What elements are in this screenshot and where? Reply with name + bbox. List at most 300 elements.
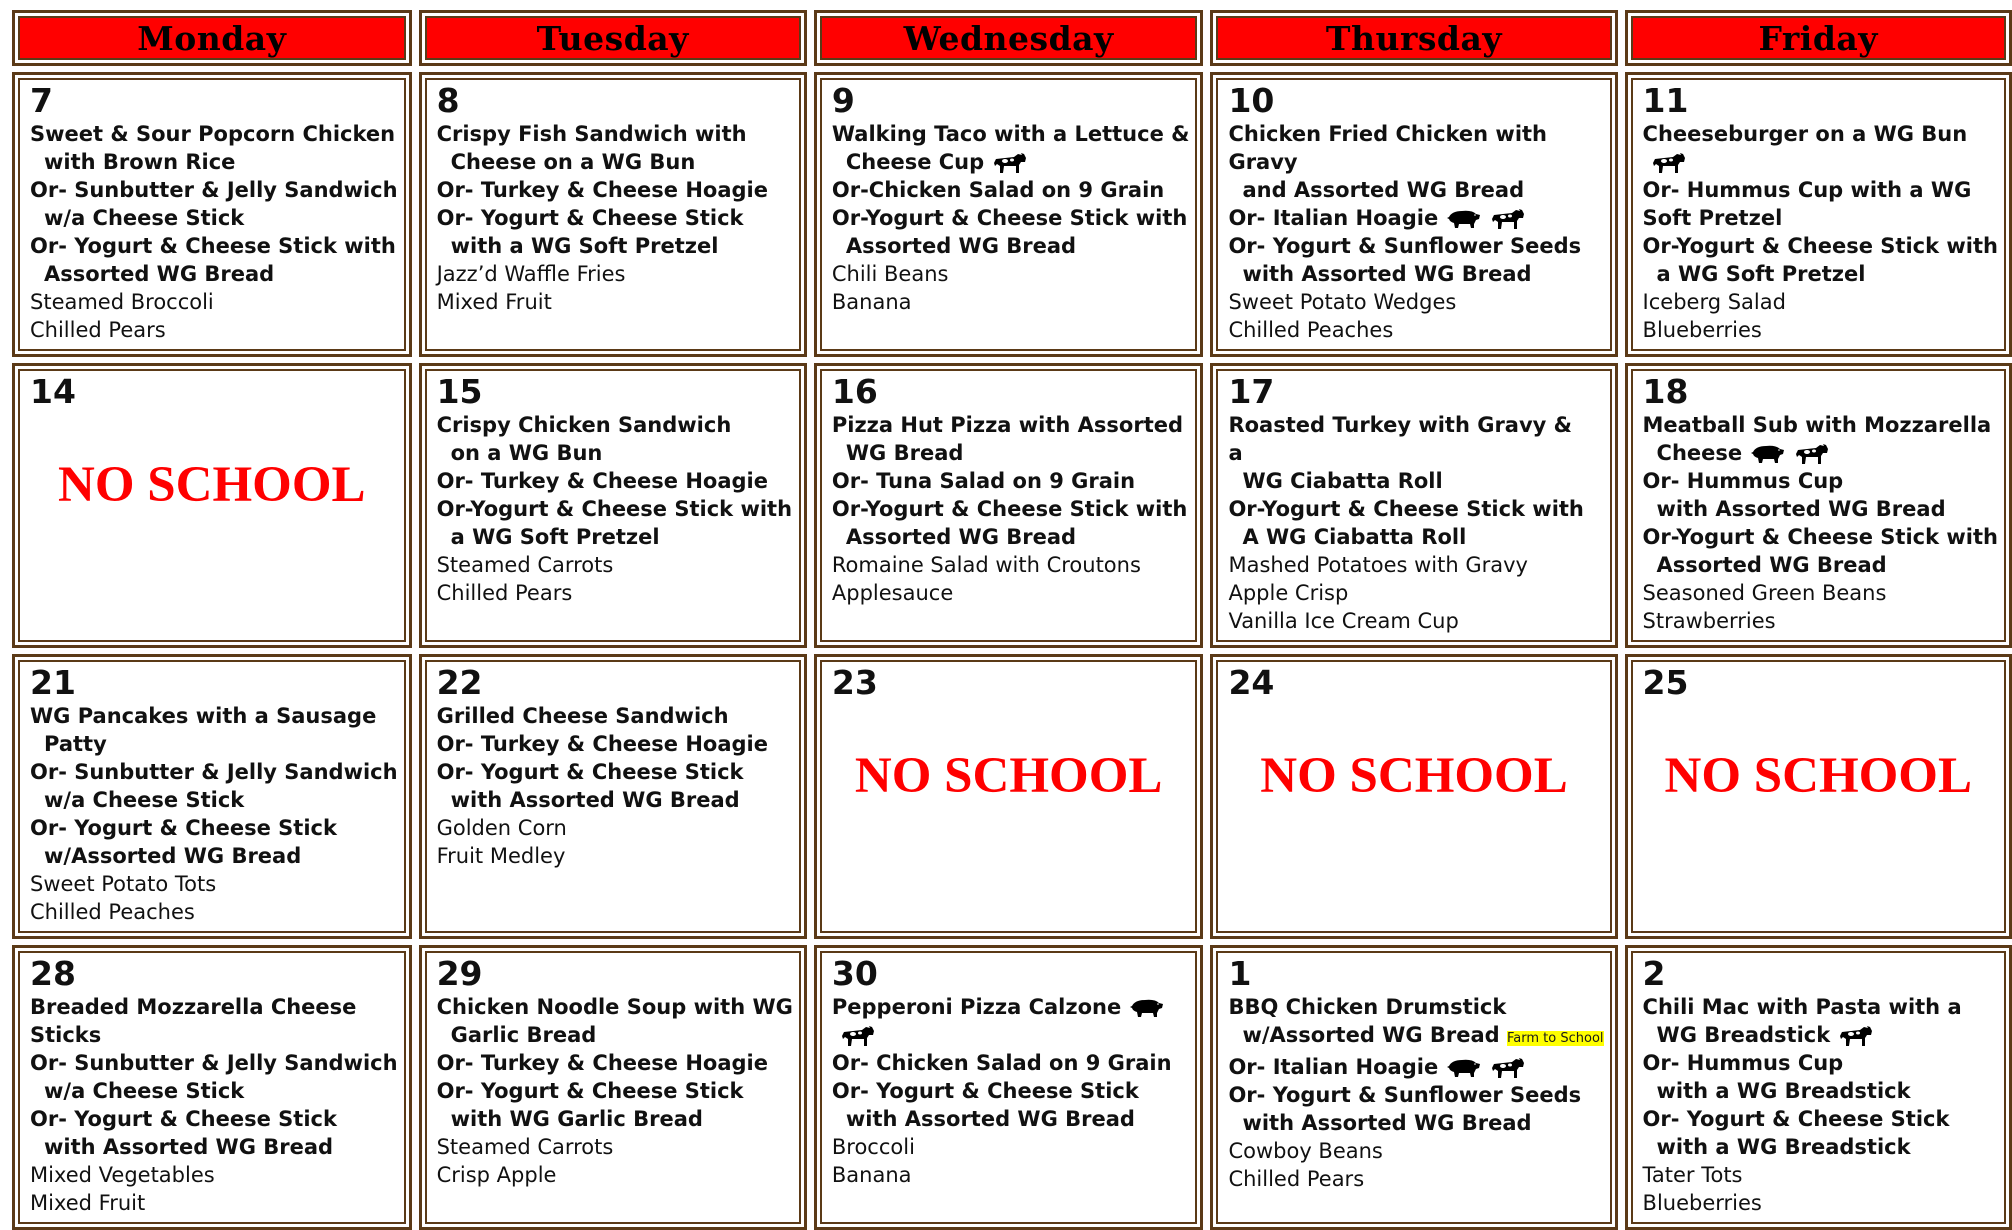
date-number: 23: [831, 663, 878, 702]
menu-item-text: Or- Yogurt & Cheese Stick with: [30, 234, 396, 258]
day-name: Monday: [137, 18, 287, 58]
cow-icon: [840, 1024, 876, 1048]
menu-item-text: Chicken Noodle Soup with WG: [436, 995, 793, 1019]
menu-item-text: Strawberries: [1642, 609, 1776, 633]
cow-icon: [1490, 1056, 1526, 1080]
menu-item: [832, 176, 1190, 204]
menu-item-text: Or- Italian Hoagie: [1228, 206, 1439, 230]
menu-item-text: Apple Crisp: [1228, 581, 1349, 605]
menu-item: [1643, 1105, 1998, 1133]
menu-item: [437, 993, 793, 1021]
menu-item-text: Chili Mac with Pasta with a: [1642, 995, 1962, 1019]
menu-item: [1643, 495, 1998, 523]
menu-item: [1228, 467, 1603, 495]
menu-item-text: Chili Beans: [831, 262, 949, 286]
day-header: [419, 10, 807, 66]
menu-item: [30, 1077, 398, 1105]
menu-item-text: BBQ Chicken Drumstick: [1228, 995, 1507, 1019]
menu-item-text: Tater Tots: [1642, 1163, 1743, 1187]
date-number: 1: [1228, 954, 1252, 993]
menu-item-text: Or- Turkey & Cheese Hoagie: [436, 732, 768, 756]
menu-item-text: WG Bread: [845, 441, 964, 465]
menu-item: [1643, 260, 1998, 288]
menu-item-text: with Assorted WG Bread: [1656, 497, 1946, 521]
menu-item-text: w/a Cheese Stick: [44, 1079, 245, 1103]
menu-item-text: Gravy: [1228, 150, 1298, 174]
menu-item-text: WG Pancakes with a Sausage: [30, 704, 377, 728]
day-cell: [814, 72, 1204, 357]
day-cell: [814, 945, 1204, 1230]
menu-item: [1228, 1137, 1603, 1165]
cow-icon: [1490, 207, 1526, 231]
menu-item-text: Crispy Chicken Sandwich: [436, 413, 732, 437]
menu-item: [437, 232, 793, 260]
pig-icon: [1446, 1057, 1482, 1079]
menu-item: [437, 1105, 793, 1133]
menu-item-text: Sweet & Sour Popcorn Chicken: [30, 122, 396, 146]
menu-item: [30, 870, 398, 898]
menu-item: [437, 288, 793, 316]
no-school-label: NO SCHOOL: [58, 457, 366, 513]
no-school-label: NO SCHOOL: [854, 748, 1163, 804]
menu-item: [437, 814, 793, 842]
menu-item-text: Or- Yogurt & Cheese Stick: [831, 1079, 1139, 1103]
no-school-label: NO SCHOOL: [1260, 748, 1568, 804]
menu-item: [832, 1105, 1190, 1133]
menu-item: [1228, 495, 1603, 523]
menu-item: [437, 260, 793, 288]
menu-item: [1643, 607, 1998, 635]
menu-item: [1643, 1189, 1998, 1217]
menu-item-text: Sweet Potato Tots: [30, 872, 217, 896]
menu-item-text: Or- Sunbutter & Jelly Sandwich: [30, 1051, 398, 1075]
menu-item: [832, 439, 1190, 467]
menu-item-text: Or- Hummus Cup: [1642, 469, 1844, 493]
menu-item-text: Or-Yogurt & Cheese Stick with: [831, 497, 1188, 521]
menu-item: [437, 495, 793, 523]
menu-item-text: Or- Hummus Cup with a WG: [1642, 178, 1972, 202]
cow-icon: [1794, 442, 1830, 466]
menu-item-text: a: [1228, 441, 1243, 465]
menu-item-text: Mixed Fruit: [436, 290, 552, 314]
menu-item: [1643, 1021, 1998, 1049]
menu-item-text: WG Breadstick: [1656, 1023, 1831, 1047]
menu-item-text: Blueberries: [1642, 1191, 1762, 1215]
day-cell: [1625, 654, 2012, 939]
menu-item: [1228, 260, 1603, 288]
menu-item: [437, 579, 793, 607]
day-cell: [814, 654, 1204, 939]
menu-item-text: Chilled Peaches: [1228, 318, 1394, 342]
day-cell-inner: [1631, 369, 2006, 642]
menu-item-text: w/a Cheese Stick: [44, 206, 245, 230]
menu-item: [1228, 551, 1603, 579]
day-cell: [1625, 945, 2012, 1230]
menu-item: [1228, 411, 1603, 439]
menu-item-text: Or- Yogurt & Cheese Stick: [1642, 1107, 1950, 1131]
menu-item-text: Sweet Potato Wedges: [1228, 290, 1457, 314]
menu-item-text: Or- Yogurt & Cheese Stick: [30, 816, 337, 840]
day-header: [1625, 10, 2012, 66]
menu-item: [437, 467, 793, 495]
menu-item-text: Cowboy Beans: [1228, 1139, 1383, 1163]
menu-item: [1643, 288, 1998, 316]
menu-item-text: Chilled Pears: [30, 318, 166, 342]
menu-item-text: Or- Yogurt & Cheese Stick: [30, 1107, 337, 1131]
day-cell: [1210, 654, 1617, 939]
menu-item: [1228, 579, 1603, 607]
menu-item-text: Or-Yogurt & Cheese Stick with: [1228, 497, 1584, 521]
menu-item: [437, 842, 793, 870]
menu-item: [30, 814, 398, 842]
menu-item: [832, 120, 1190, 148]
menu-item-text: w/a Cheese Stick: [44, 788, 245, 812]
menu-item: [437, 120, 793, 148]
menu-item: [832, 993, 1190, 1021]
date-number: 29: [436, 954, 483, 993]
menu-item: [1228, 993, 1603, 1021]
date-number: 24: [1228, 663, 1275, 702]
menu-item-text: Crisp Apple: [436, 1163, 557, 1187]
menu-item-text: Chilled Pears: [436, 581, 573, 605]
menu-item-text: Walking Taco with a Lettuce &: [831, 122, 1190, 146]
day-cell: [1210, 363, 1617, 648]
menu-item: [1228, 1053, 1603, 1081]
menu-item-text: Broccoli: [831, 1135, 915, 1159]
menu-item: [1643, 148, 1998, 176]
date-number: 22: [436, 663, 483, 702]
menu-item: [437, 786, 793, 814]
day-cell: [1625, 72, 2012, 357]
day-cell: [419, 945, 807, 1230]
day-header-inner: [425, 16, 801, 60]
menu-item-text: Assorted WG Bread: [845, 234, 1077, 258]
menu-item-text: Patty: [44, 732, 107, 756]
date-number: 10: [1228, 81, 1275, 120]
menu-item: [30, 1189, 398, 1217]
menu-item-text: with Assorted WG Bread: [450, 788, 740, 812]
date-number: 9: [831, 81, 855, 120]
menu-item: [30, 758, 398, 786]
menu-item-text: WG Ciabatta Roll: [1242, 469, 1443, 493]
menu-item: [437, 523, 793, 551]
menu-item-text: with Assorted WG Bread: [44, 1135, 334, 1159]
day-header: [12, 10, 412, 66]
date-number: 11: [1642, 81, 1689, 120]
date-number: 30: [831, 954, 878, 993]
farm-to-school-tag: Farm to School: [1507, 1031, 1604, 1046]
menu-item-text: Pizza Hut Pizza with Assorted: [831, 413, 1184, 437]
menu-item-text: Cheese: [1656, 441, 1743, 465]
day-name: Wednesday: [903, 18, 1114, 58]
menu-item-text: Or- Yogurt & Cheese Stick: [436, 206, 744, 230]
day-cell: [12, 945, 412, 1230]
menu-item: [832, 1161, 1190, 1189]
menu-item: [437, 1161, 793, 1189]
menu-item: [30, 176, 398, 204]
day-header-inner: [18, 16, 406, 60]
day-cell: [814, 363, 1204, 648]
day-cell-inner: [820, 951, 1198, 1224]
menu-item: [832, 579, 1190, 607]
date-number: 28: [30, 954, 76, 993]
menu-item: [437, 176, 793, 204]
pig-icon: [1446, 208, 1482, 230]
menu-item-text: Steamed Carrots: [436, 1135, 614, 1159]
menu-item-text: Or- Italian Hoagie: [1228, 1055, 1439, 1079]
menu-item: [1228, 523, 1603, 551]
menu-item: [832, 411, 1190, 439]
menu-item-text: Or- Chicken Salad on 9 Grain: [831, 1051, 1172, 1075]
date-number: 18: [1642, 372, 1689, 411]
menu-item-text: Pepperoni Pizza Calzone: [831, 995, 1122, 1019]
menu-item: [1643, 204, 1998, 232]
menu-item: [30, 842, 398, 870]
cow-icon: [1651, 151, 1687, 175]
pig-icon: [1750, 443, 1786, 465]
day-cell: [1625, 363, 2012, 648]
menu-item-text: with Assorted WG Bread: [1242, 1111, 1532, 1135]
day-cell-inner: [18, 78, 406, 351]
menu-item: [437, 1133, 793, 1161]
menu-item: [437, 411, 793, 439]
menu-item: [437, 148, 793, 176]
menu-item: [30, 1133, 398, 1161]
menu-item-text: with Assorted WG Bread: [1242, 262, 1532, 286]
date-number: 2: [1642, 954, 1666, 993]
menu-item-text: Roasted Turkey with Gravy &: [1228, 413, 1572, 437]
date-number: 8: [436, 81, 460, 120]
menu-item-text: Romaine Salad with Croutons: [831, 553, 1141, 577]
menu-item-text: Chilled Pears: [1228, 1167, 1365, 1191]
menu-item-text: with Assorted WG Bread: [845, 1107, 1135, 1131]
day-cell-inner: [18, 951, 406, 1224]
menu-item: [1228, 316, 1603, 344]
menu-item-text: A WG Ciabatta Roll: [1242, 525, 1467, 549]
menu-item: [437, 1077, 793, 1105]
menu-item-text: Or- Turkey & Cheese Hoagie: [436, 178, 768, 202]
menu-item: [832, 495, 1190, 523]
day-cell-inner: [18, 660, 406, 933]
menu-item-text: Or-Yogurt & Cheese Stick with: [831, 206, 1188, 230]
day-cell: [12, 72, 412, 357]
day-cell-inner: [1631, 660, 2006, 933]
menu-item: [1643, 1161, 1998, 1189]
menu-item: [1228, 120, 1603, 148]
menu-item-text: Or-Yogurt & Cheese Stick with: [1642, 234, 1998, 258]
menu-item-text: with Brown Rice: [44, 150, 236, 174]
day-cell-inner: [1631, 78, 2006, 351]
menu-item: [30, 260, 398, 288]
menu-item: [832, 260, 1190, 288]
menu-item-text: Chilled Peaches: [30, 900, 195, 924]
menu-item-text: Applesauce: [831, 581, 954, 605]
menu-item: [832, 1049, 1190, 1077]
menu-item: [30, 1049, 398, 1077]
date-number: 15: [436, 372, 483, 411]
date-number: 7: [30, 81, 53, 120]
menu-item: [1643, 411, 1998, 439]
menu-item: [30, 120, 398, 148]
menu-item: [1643, 579, 1998, 607]
menu-item-text: Banana: [831, 290, 912, 314]
menu-item: [1643, 467, 1998, 495]
cow-icon: [1838, 1024, 1874, 1048]
menu-item-text: Mixed Fruit: [30, 1191, 146, 1215]
day-cell-inner: [820, 78, 1198, 351]
menu-item-text: with a WG Breadstick: [1656, 1079, 1911, 1103]
day-cell-inner: [820, 660, 1198, 933]
menu-item: [30, 204, 398, 232]
menu-item-text: Or- Yogurt & Cheese Stick: [436, 760, 744, 784]
menu-item: [832, 523, 1190, 551]
menu-item-text: a WG Soft Pretzel: [1656, 262, 1866, 286]
menu-item: [30, 786, 398, 814]
menu-item: [832, 1077, 1190, 1105]
menu-item: [437, 204, 793, 232]
menu-item-text: Cheese Cup: [845, 150, 985, 174]
menu-item: [1228, 204, 1603, 232]
menu-item: [1228, 1021, 1603, 1053]
menu-item: [832, 148, 1190, 176]
menu-item: [30, 1105, 398, 1133]
menu-item: [832, 232, 1190, 260]
day-header-inner: [820, 16, 1198, 60]
day-header-inner: [1631, 16, 2006, 60]
menu-item-text: Or-Chicken Salad on 9 Grain: [831, 178, 1165, 202]
day-cell-inner: [820, 369, 1198, 642]
menu-item-text: w/Assorted WG Bread: [44, 844, 302, 868]
menu-item-text: Or- Sunbutter & Jelly Sandwich: [30, 178, 398, 202]
menu-item: [1643, 1049, 1998, 1077]
day-cell: [419, 654, 807, 939]
day-header: [1210, 10, 1617, 66]
menu-item: [1643, 1133, 1998, 1161]
menu-item: [1643, 120, 1998, 148]
menu-item: [832, 204, 1190, 232]
day-cell-inner: [1216, 78, 1611, 351]
menu-item: [30, 993, 398, 1021]
menu-item: [1643, 232, 1998, 260]
menu-item: [437, 702, 793, 730]
day-cell: [419, 72, 807, 357]
menu-item-text: Or-Yogurt & Cheese Stick with: [1642, 525, 1998, 549]
menu-item-text: with a WG Soft Pretzel: [450, 234, 719, 258]
day-header-inner: [1216, 16, 1611, 60]
menu-item: [1643, 523, 1998, 551]
menu-item-text: Soft Pretzel: [1642, 206, 1783, 230]
menu-item: [1228, 148, 1603, 176]
menu-item: [30, 1021, 398, 1049]
menu-item-text: Or- Hummus Cup: [1642, 1051, 1844, 1075]
menu-item-text: Jazz’d Waffle Fries: [436, 262, 626, 286]
menu-item-text: w/Assorted WG Bread: [1242, 1023, 1500, 1047]
menu-item: [1643, 439, 1998, 467]
date-number: 14: [30, 372, 76, 411]
menu-item-text: Garlic Bread: [450, 1023, 597, 1047]
day-name: Thursday: [1325, 18, 1503, 58]
day-cell: [1210, 945, 1617, 1230]
menu-item-text: Golden Corn: [436, 816, 567, 840]
menu-item: [1228, 607, 1603, 635]
menu-item: [1643, 1077, 1998, 1105]
menu-item-text: Grilled Cheese Sandwich: [436, 704, 729, 728]
menu-item-text: Or- Yogurt & Cheese Stick: [436, 1079, 744, 1103]
menu-item-text: Steamed Broccoli: [30, 290, 214, 314]
menu-item-text: Sticks: [30, 1023, 102, 1047]
menu-item-text: Or- Tuna Salad on 9 Grain: [831, 469, 1136, 493]
menu-item-text: Steamed Carrots: [436, 553, 614, 577]
menu-item-text: Assorted WG Bread: [845, 525, 1077, 549]
menu-item-text: Seasoned Green Beans: [1642, 581, 1887, 605]
menu-item-text: Cheeseburger on a WG Bun: [1642, 122, 1968, 146]
date-number: 21: [30, 663, 76, 702]
menu-item: [30, 148, 398, 176]
day-cell: [12, 363, 412, 648]
menu-item-text: Or- Yogurt & Sunflower Seeds: [1228, 1083, 1582, 1107]
menu-item: [832, 288, 1190, 316]
menu-item: [1228, 439, 1603, 467]
menu-item: [1228, 1081, 1603, 1109]
menu-item-text: Or- Yogurt & Sunflower Seeds: [1228, 234, 1582, 258]
menu-item-text: Crispy Fish Sandwich with: [436, 122, 747, 146]
menu-item-text: with WG Garlic Bread: [450, 1107, 703, 1131]
menu-item-text: and Assorted WG Bread: [1242, 178, 1525, 202]
menu-item-text: a WG Soft Pretzel: [450, 525, 660, 549]
day-cell-inner: [425, 78, 801, 351]
day-cell: [1210, 72, 1617, 357]
menu-item-text: Mashed Potatoes with Gravy: [1228, 553, 1528, 577]
menu-item-text: Assorted WG Bread: [1656, 553, 1887, 577]
menu-item: [832, 467, 1190, 495]
menu-item: [1228, 176, 1603, 204]
menu-item-text: Mixed Vegetables: [30, 1163, 215, 1187]
menu-item: [437, 1049, 793, 1077]
menu-item: [437, 439, 793, 467]
day-cell-inner: [1631, 951, 2006, 1224]
menu-item-text: on a WG Bun: [450, 441, 603, 465]
day-cell-inner: [1216, 369, 1611, 642]
day-cell-inner: [18, 369, 406, 642]
menu-item-text: Assorted WG Bread: [44, 262, 275, 286]
menu-item: [832, 551, 1190, 579]
day-cell: [419, 363, 807, 648]
menu-item: [30, 232, 398, 260]
date-number: 25: [1642, 663, 1689, 702]
day-cell-inner: [1216, 951, 1611, 1224]
menu-item: [30, 702, 398, 730]
menu-item-text: Blueberries: [1642, 318, 1762, 342]
day-header: [814, 10, 1204, 66]
no-school-label: NO SCHOOL: [1664, 748, 1972, 804]
menu-item-text: Or- Sunbutter & Jelly Sandwich: [30, 760, 398, 784]
menu-item: [832, 1021, 1190, 1049]
menu-item: [1228, 232, 1603, 260]
date-number: 17: [1228, 372, 1275, 411]
menu-item: [1228, 288, 1603, 316]
day-cell-inner: [425, 369, 801, 642]
menu-item-text: Or- Turkey & Cheese Hoagie: [436, 1051, 768, 1075]
menu-item: [832, 1133, 1190, 1161]
date-number: 16: [831, 372, 878, 411]
menu-item: [437, 551, 793, 579]
menu-item-text: Banana: [831, 1163, 912, 1187]
day-name: Friday: [1758, 18, 1878, 58]
menu-item: [30, 316, 398, 344]
menu-item: [30, 898, 398, 926]
menu-item: [1228, 1109, 1603, 1137]
day-cell: [12, 654, 412, 939]
